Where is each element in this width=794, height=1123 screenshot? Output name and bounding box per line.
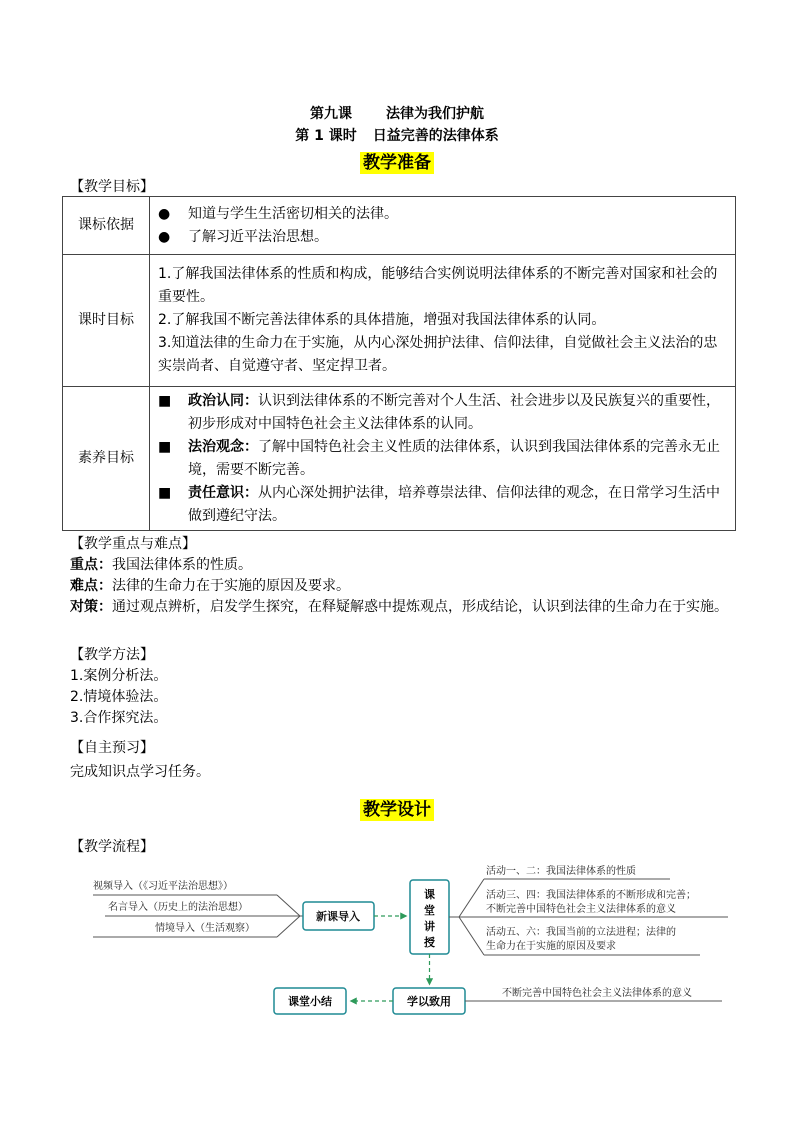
activity-3-line1: 活动五、六：我国当前的立法进程；法律的 xyxy=(486,927,676,938)
row-label-literacy: 素养目标 xyxy=(63,387,150,531)
activity-3-line2: 生命力在于实施的原因及要求 xyxy=(486,941,616,952)
key-points-heading: 【教学重点与难点】 xyxy=(70,536,196,552)
banner-teaching-prep: 教学准备 xyxy=(0,148,794,173)
lecture-char: 课 xyxy=(424,888,435,901)
bullet-square-icon: ■ xyxy=(158,392,172,409)
list-item: ● 了解习近平法治思想。 xyxy=(156,226,731,249)
lecture-char: 堂 xyxy=(424,904,435,917)
list-item: 1.案例分析法。 xyxy=(70,668,168,684)
summary-label: 课堂小结 xyxy=(288,995,332,1008)
goals-heading: 【教学目标】 xyxy=(70,179,154,195)
list-item: 3.合作探究法。 xyxy=(70,710,168,726)
bullet-square-icon: ■ xyxy=(158,484,172,501)
row-label-standard: 课标依据 xyxy=(63,197,150,255)
input-quote: 名言导入（历史上的法治思想） xyxy=(108,902,248,913)
lecture-char: 授 xyxy=(424,936,435,949)
list-item: 1.了解我国法律体系的性质和构成，能够结合实例说明法律体系的不断完善对国家和社会的重要性。 xyxy=(158,266,718,305)
list-item: 2.了解我国不断完善法律体系的具体措施，增强对我国法律体系的认同。 xyxy=(158,312,606,328)
preview-heading: 【自主预习】 xyxy=(70,740,154,756)
methods-heading: 【教学方法】 xyxy=(70,647,154,663)
banner-teaching-design: 教学设计 xyxy=(0,795,794,820)
strategy-line: 对策：通过观点辨析，启发学生探究，在释疑解惑中提炼观点，形成结论，认识到法律的生命力在于实施。 xyxy=(70,599,728,615)
bullet-square-icon: ■ xyxy=(158,438,172,455)
lesson-number: 第九课 xyxy=(310,106,352,122)
preview-text: 完成知识点学习任务。 xyxy=(70,764,210,780)
period-number: 第 1 课时 xyxy=(295,128,357,144)
input-scenario: 情境导入（生活观察） xyxy=(155,923,255,934)
list-item: 3.知道法律的生命力在于实施，从内心深处拥护法律、信仰法律，自觉做社会主义法治的忠实崇尚者、自觉遵守者、坚定捍卫者。 xyxy=(158,335,718,374)
period-name: 日益完善的法律体系 xyxy=(372,128,499,144)
activity-2-line1: 活动三、四：我国法律体系的不断形成和完善； xyxy=(486,890,696,901)
list-item: ■ 政治认同：认识到法律体系的不断完善对个人生活、社会进步以及民族复兴的重要性，初步形成对中国特色社会主义法律体系的认同。 xyxy=(156,390,731,436)
focus-line: 重点：我国法律体系的性质。 xyxy=(70,557,252,573)
activity-1: 活动一、二：我国法律体系的性质 xyxy=(486,866,636,877)
apply-label: 学以致用 xyxy=(407,995,451,1008)
list-item: ■ 责任意识：从内心深处拥护法律，培养尊崇法律、信仰法律的观念，在日常学习生活中做到遵纪守法。 xyxy=(156,482,731,528)
lesson-name: 法律为我们护航 xyxy=(386,106,484,122)
flow-heading: 【教学流程】 xyxy=(70,839,154,855)
apply-note: 不断完善中国特色社会主义法律体系的意义 xyxy=(502,988,692,999)
list-item: ● 知道与学生生活密切相关的法律。 xyxy=(156,203,731,226)
lecture-char: 讲 xyxy=(424,920,435,933)
row-label-lesson: 课时目标 xyxy=(63,255,150,387)
bullet-dot-icon: ● xyxy=(158,205,171,222)
intro-label: 新课导入 xyxy=(316,910,360,923)
activity-2-line2: 不断完善中国特色社会主义法律体系的意义 xyxy=(486,904,676,915)
list-item: 2.情境体验法。 xyxy=(70,689,168,705)
bullet-dot-icon: ● xyxy=(158,228,171,245)
difficulty-line: 难点：法律的生命力在于实施的原因及要求。 xyxy=(70,578,350,594)
list-item: ■ 法治观念：了解中国特色社会主义性质的法律体系，认识到我国法律体系的完善永无止境，需要不断完善。 xyxy=(156,436,731,482)
input-video: 视频导入（《习近平法治思想》） xyxy=(93,881,233,892)
